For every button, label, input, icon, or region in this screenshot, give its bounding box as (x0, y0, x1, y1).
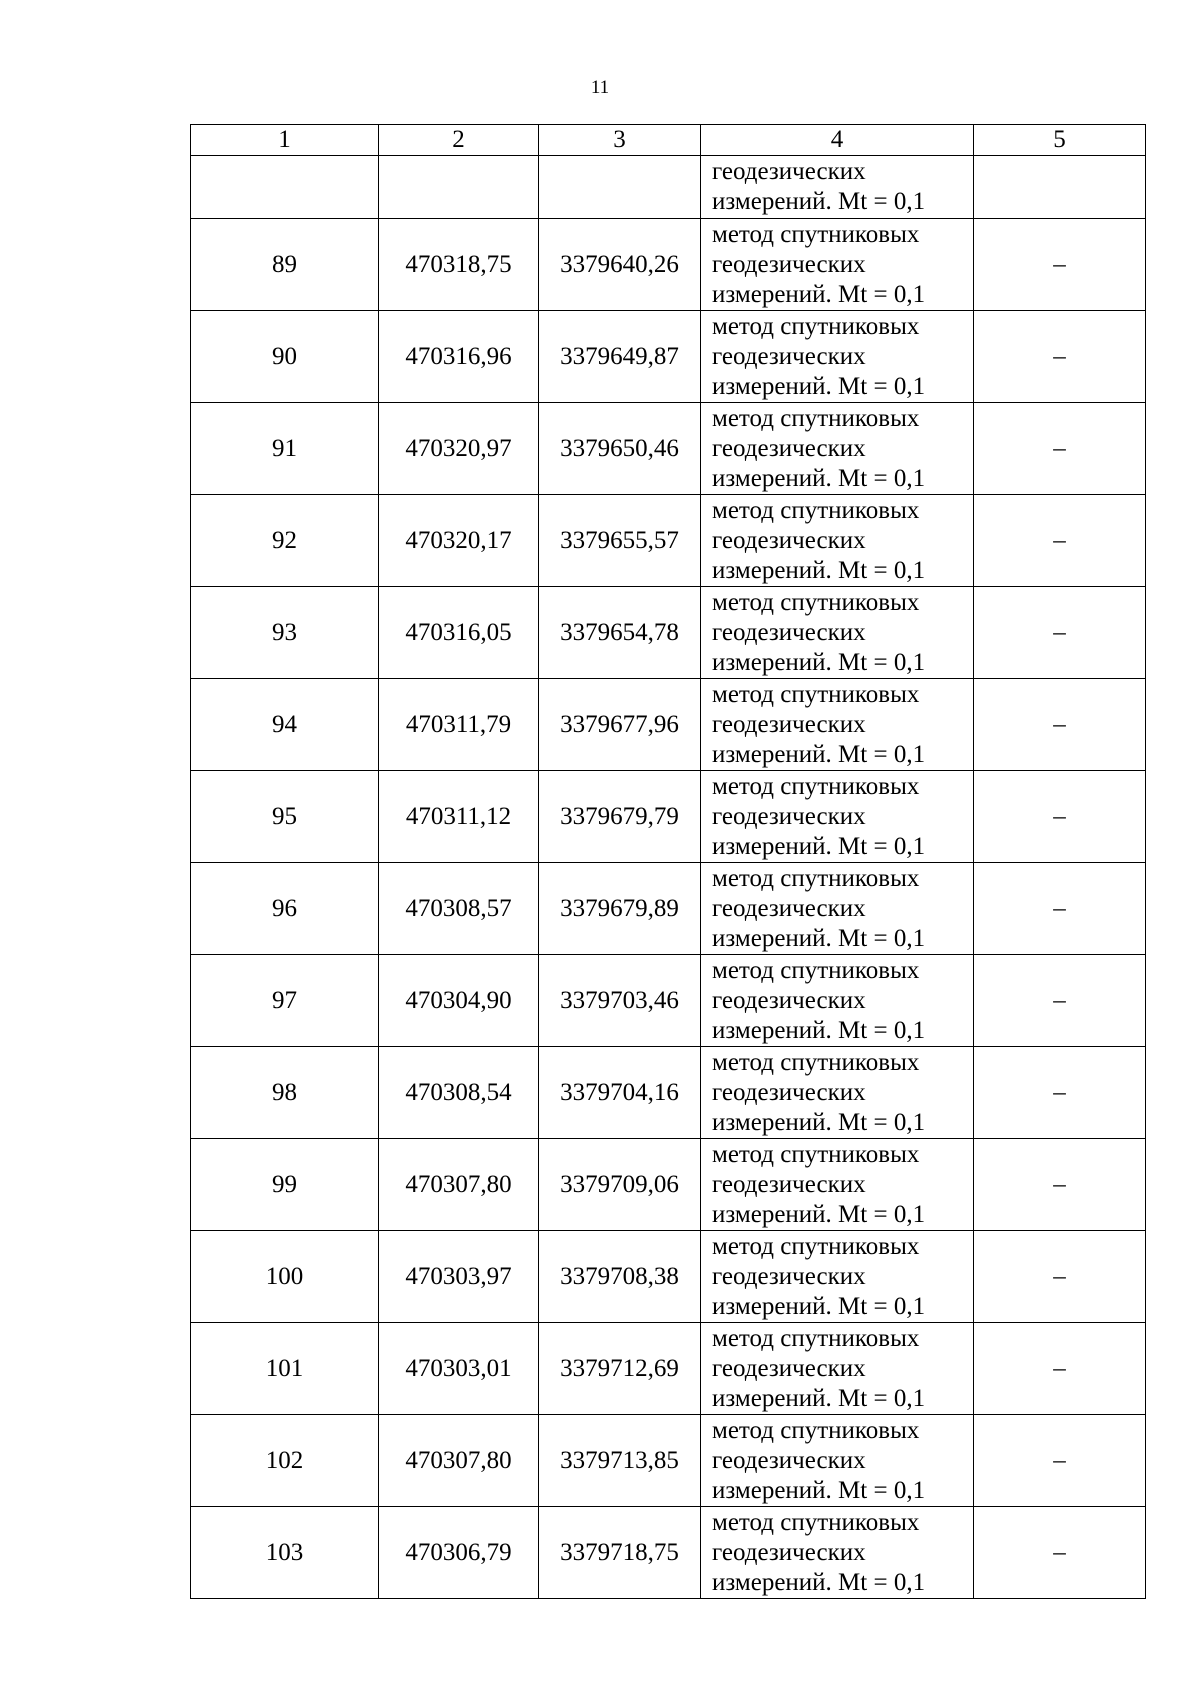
cell-method: метод спутниковых геодезических измерений. Mt = 0,1 (701, 863, 974, 955)
cell-x: 470307,80 (379, 1415, 539, 1507)
table-row (191, 1323, 1146, 1415)
cell-x: 470303,97 (379, 1231, 539, 1323)
cell-point: 89 (191, 219, 379, 311)
cell-y: 3379712,69 (539, 1323, 701, 1415)
cell-point: 98 (191, 1047, 379, 1139)
table-row (191, 1047, 1146, 1139)
table-row (191, 219, 1146, 311)
cell-x: 470308,57 (379, 863, 539, 955)
header-cell-2: 2 (379, 125, 539, 156)
cell-y: 3379640,26 (539, 219, 701, 311)
cell-point: 99 (191, 1139, 379, 1231)
cell-x: 470320,97 (379, 403, 539, 495)
cell-method: метод спутниковых геодезических измерений. Mt = 0,1 (701, 1507, 974, 1599)
cell-x: 470306,79 (379, 1507, 539, 1599)
cell-method: метод спутниковых геодезических измерений. Mt = 0,1 (701, 771, 974, 863)
cell-note: – (974, 311, 1146, 403)
cell-point: 94 (191, 679, 379, 771)
cell-y: 3379679,79 (539, 771, 701, 863)
cell-note (974, 156, 1146, 219)
cell-note: – (974, 771, 1146, 863)
cell-note: – (974, 403, 1146, 495)
cell-point: 101 (191, 1323, 379, 1415)
cell-point: 103 (191, 1507, 379, 1599)
cell-note: – (974, 587, 1146, 679)
table-row (191, 1415, 1146, 1507)
table-row (191, 1231, 1146, 1323)
cell-point: 91 (191, 403, 379, 495)
cell-y: 3379650,46 (539, 403, 701, 495)
cell-x: 470304,90 (379, 955, 539, 1047)
cell-point: 96 (191, 863, 379, 955)
cell-point: 100 (191, 1231, 379, 1323)
header-cell-3: 3 (539, 125, 701, 156)
cell-y: 3379703,46 (539, 955, 701, 1047)
cell-x: 470303,01 (379, 1323, 539, 1415)
cell-note: – (974, 1047, 1146, 1139)
cell-method: метод спутниковых геодезических измерений. Mt = 0,1 (701, 1139, 974, 1231)
cell-method: метод спутниковых геодезических измерений. Mt = 0,1 (701, 955, 974, 1047)
cell-method: метод спутниковых геодезических измерений. Mt = 0,1 (701, 219, 974, 311)
cell-point: 90 (191, 311, 379, 403)
cell-note: – (974, 955, 1146, 1047)
cell-note: – (974, 679, 1146, 771)
cell-note: – (974, 863, 1146, 955)
table-row (191, 495, 1146, 587)
table-row (191, 771, 1146, 863)
cell-note: – (974, 1323, 1146, 1415)
cell-note: – (974, 495, 1146, 587)
cell-y: 3379708,38 (539, 1231, 701, 1323)
cell-note: – (974, 1231, 1146, 1323)
cell-x (379, 156, 539, 219)
header-cell-5: 5 (974, 125, 1146, 156)
cell-note: – (974, 1139, 1146, 1231)
cell-method: метод спутниковых геодезических измерений. Mt = 0,1 (701, 403, 974, 495)
cell-y (539, 156, 701, 219)
cell-note: – (974, 219, 1146, 311)
cell-x: 470307,80 (379, 1139, 539, 1231)
cell-y: 3379718,75 (539, 1507, 701, 1599)
cell-point: 93 (191, 587, 379, 679)
cell-y: 3379649,87 (539, 311, 701, 403)
cell-method: метод спутниковых геодезических измерений. Mt = 0,1 (701, 311, 974, 403)
table-row (191, 1139, 1146, 1231)
cell-method: метод спутниковых геодезических измерений. Mt = 0,1 (701, 587, 974, 679)
cell-y: 3379655,57 (539, 495, 701, 587)
cell-method: метод спутниковых геодезических измерений. Mt = 0,1 (701, 495, 974, 587)
header-cell-4: 4 (701, 125, 974, 156)
cell-x: 470320,17 (379, 495, 539, 587)
cell-method: метод спутниковых геодезических измерений. Mt = 0,1 (701, 1231, 974, 1323)
cell-x: 470311,79 (379, 679, 539, 771)
cell-x: 470308,54 (379, 1047, 539, 1139)
cell-x: 470316,05 (379, 587, 539, 679)
cell-method: метод спутниковых геодезических измерений. Mt = 0,1 (701, 1323, 974, 1415)
page-number: 11 (590, 77, 610, 98)
cell-method: метод спутниковых геодезических измерений. Mt = 0,1 (701, 679, 974, 771)
table-row (191, 863, 1146, 955)
cell-y: 3379654,78 (539, 587, 701, 679)
cell-y: 3379709,06 (539, 1139, 701, 1231)
header-row (191, 125, 1146, 156)
cell-note: – (974, 1507, 1146, 1599)
cell-method: метод спутниковых геодезических измерений. Mt = 0,1 (701, 1047, 974, 1139)
table-row (191, 679, 1146, 771)
cell-method: геодезических измерений. Mt = 0,1 (701, 156, 974, 219)
cell-x: 470316,96 (379, 311, 539, 403)
cell-x: 470318,75 (379, 219, 539, 311)
table-row (191, 955, 1146, 1047)
cell-x: 470311,12 (379, 771, 539, 863)
cell-point: 97 (191, 955, 379, 1047)
cell-point: 95 (191, 771, 379, 863)
table-row (191, 1507, 1146, 1599)
cell-note: – (974, 1415, 1146, 1507)
cell-point (191, 156, 379, 219)
cell-y: 3379713,85 (539, 1415, 701, 1507)
table-row (191, 403, 1146, 495)
cell-method: метод спутниковых геодезических измерений. Mt = 0,1 (701, 1415, 974, 1507)
cell-y: 3379679,89 (539, 863, 701, 955)
cell-point: 102 (191, 1415, 379, 1507)
coordinates-table (190, 124, 1146, 1599)
cell-y: 3379677,96 (539, 679, 701, 771)
cell-point: 92 (191, 495, 379, 587)
continuation-row (191, 156, 1146, 219)
header-cell-1: 1 (191, 125, 379, 156)
cell-y: 3379704,16 (539, 1047, 701, 1139)
table-row (191, 587, 1146, 679)
table-row (191, 311, 1146, 403)
